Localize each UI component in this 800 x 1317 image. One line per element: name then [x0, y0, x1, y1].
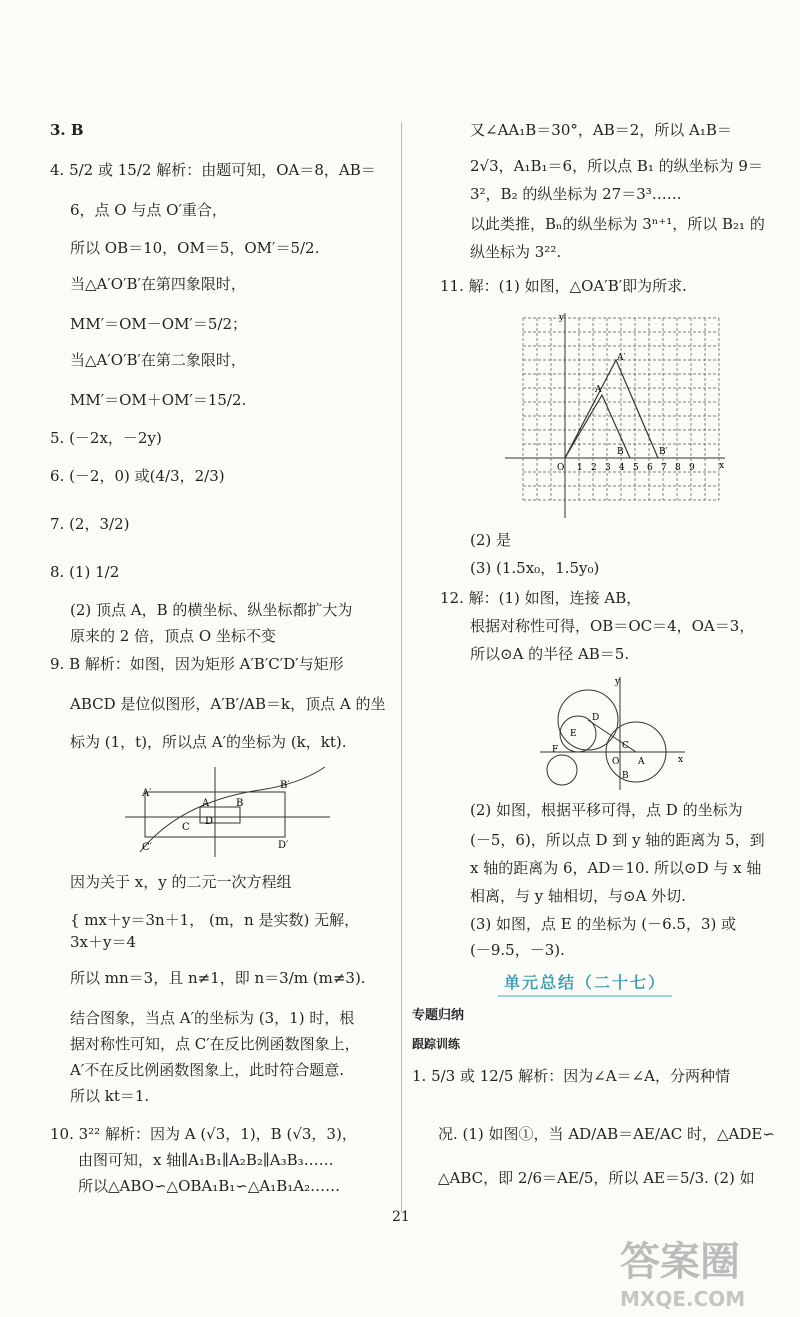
fig9-label: A — [202, 798, 210, 809]
fig11-tick: 5 — [633, 463, 639, 473]
answer-11-line: (2) 是 — [470, 531, 512, 549]
fig11-tick: 7 — [661, 463, 667, 473]
answer-9-line: 因为关于 x，y 的二元一次方程组 — [70, 873, 292, 891]
answer-4: 4. 5/2 或 15/2 解析：由题可知，OA＝8，AB＝ — [50, 161, 376, 179]
answer-11: 11. 解：(1) 如图，△OA′B′即为所求. — [440, 277, 687, 295]
answer-4-line: MM′＝OM－OM′＝5/2； — [70, 315, 247, 333]
answer-12-line: x 轴的距离为 6，AD＝10. 所以⊙D 与 x 轴 — [470, 859, 762, 877]
answer-10-line: 由图可知，x 轴∥A₁B₁∥A₂B₂∥A₃B₃…… — [78, 1151, 334, 1169]
answer-9-line: 标为 (1，t)，所以点 A′的坐标为 (k，kt). — [70, 733, 347, 751]
figure-12-circles — [540, 672, 690, 792]
answer-9-line: ABCD 是位似图形，A′B′/AB＝k，顶点 A 的坐 — [70, 695, 386, 713]
fig11-label: O — [557, 463, 565, 473]
answer-12-line: 所以⊙A 的半径 AB＝5. — [470, 645, 630, 663]
page-number: 21 — [392, 1209, 410, 1225]
answer-10-cont: 2√3，A₁B₁＝6，所以点 B₁ 的纵坐标为 9＝ — [470, 157, 763, 175]
answer-12-line: 根据对称性可得，OB＝OC＝4，OA＝3， — [470, 617, 755, 635]
exercise-1-line: △ABC，即 2/6＝AE/5，所以 AE＝5/3. (2) 如 — [438, 1169, 755, 1187]
answer-9-line: A′不在反比例函数图象上，此时符合题意. — [70, 1061, 345, 1079]
fig11-label: B′ — [659, 447, 668, 457]
answer-9-line: 3x＋y＝4 — [70, 933, 137, 951]
fig11-label: B — [617, 447, 624, 457]
answer-10-cont: 以此类推，Bₙ的纵坐标为 3ⁿ⁺¹，所以 B₂₁ 的 — [470, 215, 765, 233]
answer-12-line: (－5，6)，所以点 D 到 y 轴的距离为 5，到 — [470, 831, 765, 849]
fig9-label: B′ — [280, 780, 290, 791]
answer-8-line: (2) 顶点 A，B 的横坐标、纵坐标都扩大为 — [70, 601, 353, 619]
answer-12-line: (3) 如图，点 E 的坐标为 (－6.5，3) 或 — [470, 915, 737, 933]
answer-4-line: 所以 OB＝10，OM＝5，OM′＝5/2. — [70, 239, 320, 257]
watermark-text: 答案圈 — [620, 1239, 740, 1285]
answer-10: 10. 3²² 解析：因为 A (√3，1)，B (√3，3)， — [50, 1125, 357, 1143]
answer-9-line: 所以 kt＝1. — [70, 1087, 150, 1105]
answer-11-line: (3) (1.5x₀，1.5y₀) — [470, 559, 600, 577]
fig9-label: C′ — [142, 842, 152, 853]
fig12-label: D — [592, 713, 600, 723]
watermark-url: MXQE.COM — [620, 1287, 746, 1311]
answer-8-line: 原来的 2 倍，顶点 O 坐标不变 — [70, 627, 276, 645]
answer-12-line: (－9.5，－3). — [470, 941, 565, 959]
answer-4-line: 6，点 O 与点 O′重合， — [70, 201, 227, 219]
section-heading: 专题归纳 — [412, 1008, 465, 1023]
answer-5: 5. (－2x，－2y) — [50, 429, 162, 447]
fig12-label: E — [570, 729, 577, 739]
fig11-label: A — [595, 385, 602, 395]
fig11-label: y — [559, 313, 565, 323]
fig9-label: D — [205, 816, 214, 827]
fig11-tick: 6 — [647, 463, 653, 473]
fig12-label: C — [622, 741, 629, 751]
answer-4-line: 当△A′O′B′在第四象限时， — [70, 275, 246, 293]
answer-9: 9. B 解析：如图，因为矩形 A′B′C′D′与矩形 — [50, 655, 344, 673]
fig12-label: B — [622, 771, 629, 781]
fig9-label: C — [182, 822, 190, 833]
answer-6: 6. (－2，0) 或(4/3，2/3) — [50, 467, 225, 485]
answer-10-cont: 纵坐标为 3²². — [470, 243, 562, 261]
fig9-label: D′ — [278, 840, 289, 851]
fig12-label: x — [678, 755, 684, 765]
fig9-label: A′ — [142, 788, 152, 799]
answer-9-line: 所以 mn＝3，且 n≠1，即 n＝3/m (m≠3). — [70, 969, 366, 987]
answer-9-line: 据对称性可知，点 C′在反比例函数图象上， — [70, 1035, 360, 1053]
fig12-label: O — [612, 757, 620, 767]
figure-9 — [120, 762, 340, 862]
answer-9-line: { mx＋y＝3n＋1， (m，n 是实数) 无解， — [70, 911, 360, 929]
answer-7: 7. (2，3/2) — [50, 515, 130, 533]
watermark-logo — [620, 1230, 790, 1311]
answer-8: 8. (1) 1/2 — [50, 563, 120, 581]
fig11-tick: 8 — [675, 463, 681, 473]
exercise-1: 1. 5/3 或 12/5 解析：因为∠A＝∠A，分两种情 — [412, 1067, 731, 1085]
fig11-label: x — [719, 461, 725, 471]
answer-12: 12. 解：(1) 如图，连接 AB， — [440, 589, 642, 607]
fig11-tick: 9 — [689, 463, 695, 473]
answer-10-cont: 又∠AA₁B＝30°，AB＝2，所以 A₁B＝ — [470, 121, 732, 139]
fig12-label: A — [638, 757, 645, 767]
fig11-label: A′ — [617, 353, 626, 363]
answer-9-line: 结合图象，当点 A′的坐标为 (3，1) 时，根 — [70, 1009, 355, 1027]
answer-10-cont: 3²，B₂ 的纵坐标为 27＝3³…… — [470, 185, 682, 203]
answer-4-line: 当△A′O′B′在第二象限时， — [70, 351, 246, 369]
fig11-tick: 3 — [605, 463, 611, 473]
answer-12-line: (2) 如图，根据平移可得，点 D 的坐标为 — [470, 801, 743, 819]
figure-11-grid — [505, 308, 735, 523]
fig9-label: B — [236, 798, 244, 809]
exercise-1-line: 况. (1) 如图①，当 AD/AB＝AE/AC 时，△ADE∽ — [438, 1125, 775, 1143]
fig11-tick: 2 — [591, 463, 597, 473]
answer-3: 3. B — [50, 121, 84, 139]
answer-12-line: 相离，与 y 轴相切，与⊙A 外切. — [470, 887, 686, 905]
fig11-tick: 4 — [619, 463, 625, 473]
fig12-label: y — [615, 677, 621, 687]
subsection-heading: 跟踪训练 — [412, 1037, 461, 1051]
fig12-label: F — [552, 745, 559, 755]
column-divider — [401, 122, 402, 1212]
answer-4-line: MM′＝OM＋OM′＝15/2. — [70, 391, 247, 409]
fig11-tick: 1 — [577, 463, 583, 473]
answer-10-line: 所以△ABO∽△OBA₁B₁∽△A₁B₁A₂…… — [78, 1177, 341, 1195]
section-title: 单元总结（二十七） — [498, 970, 672, 997]
